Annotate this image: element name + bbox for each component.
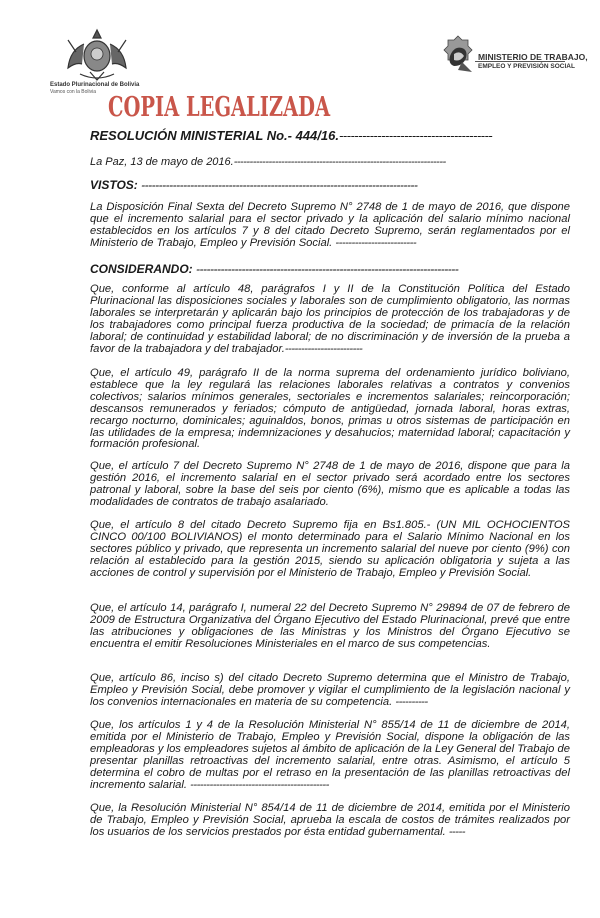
ministry-subname: EMPLEO Y PREVISIÓN SOCIAL — [478, 63, 575, 70]
vistos-heading: VISTOS: ------------------------------------------------------------------------------- — [90, 178, 418, 192]
legalized-copy-stamp: COPIA LEGALIZADA — [108, 92, 331, 123]
considerando-heading: CONSIDERANDO: --------------------------------------------------------------------------- — [90, 262, 459, 276]
paragraph-text: Que, conforme al artículo 48, parágrafos I y II de la Constitución Política del Estado Plurinacional las disposiciones sociales y laborales son de cumplimiento obligatorio, las normas laborales se interpretarán y aplicarán bajo los principios de protección de los trabajadoras y de los trabajadores como principal fuerza productiva de la sociedad; de primacía de la relación laboral; de continuidad y estabilidad laboral; de no discriminación y de inversión de la prueba a favor de la trabajadora y del trabajador. — [90, 283, 570, 355]
paragraph-text: Que, el artículo 7 del Decreto Supremo N° 2748 de 1 de mayo de 2016, dispone que para la gestión 2016, el incremento salarial en el sector privado será acordado entre los sectores patronal y laboral, sobre la base del seis por ciento (6%), mismo que es aplicable a todas las modalidades de contratos de trabajo asalariado. — [90, 460, 570, 508]
paragraph-text: Que, el artículo 8 del citado Decreto Supremo fija en Bs1.805.- (UN MIL OCHOCIENTOS CINCO 00/100 BOLIVIANOS) el monto determinado para el Salario Mínimo Nacional en los sectores público y privado, que representa un incremento salarial del nueve por ciento (9%) con relación al establecido para la gestión 2015, siendo su aplicación obligatoria y sujeta a las acciones de control y supervisión por el Ministerio de Trabajo, Empleo y Previsión Social. — [90, 519, 570, 579]
considerando-paragraph — [90, 520, 570, 580]
state-name: Estado Plurinacional de Bolivia — [50, 82, 140, 88]
considerando-paragraph — [90, 603, 570, 651]
vistos-text: La Disposición Final Sexta del Decreto Supremo N° 2748 de 1 de mayo de 2016, que dispone que el incremento salarial para el sector privado y la aplicación del salario mínimo nacional establecidos en los artículos 7 y 8 del citado Decreto Supremo, serán reglamentados por el Ministerio de Trabajo, Empleo y Previsión Social. — [90, 201, 570, 249]
considerando-heading-text: CONSIDERANDO: — [90, 262, 193, 276]
paragraph-text: Que, el artículo 14, parágrafo I, numeral 22 del Decreto Supremo N° 29894 de 07 de febrero de 2009 de Estructura Organizativa del Órgano Ejecutivo del Estado Plurinacional, prevé que entre las atribuciones y obligaciones de las Ministras y los Ministros del Órgano Ejecutivo se encuentra el emitir Resoluciones Ministeriales en el marco de sus competencias. — [90, 602, 570, 650]
coat-of-arms-icon — [62, 24, 132, 84]
considerando-paragraph — [90, 461, 570, 509]
ministry-logo-icon — [436, 34, 480, 78]
resolution-date-text: La Paz, 13 de mayo de 2016. — [90, 156, 234, 168]
considerando-paragraph: Que, conforme al artículo 48, parágrafos I y II de la Constitución Política del Estado Plurinacional las disposiciones sociales y laborales son de cumplimiento obligatorio, las normas laborales se interpretarán y aplicarán bajo los principios de protección de los trabajadoras y de los trabajadores como principal fuerza productiva de la sociedad; de primacía de la relación laboral; de continuidad y estabilidad laboral; de no discriminación y de inversión de la prueba a favor de la trabajadora y del trabajador.------------------------ — [90, 283, 570, 355]
considerando-paragraph: Que, los artículos 1 y 4 de la Resolución Ministerial N° 855/14 de 11 de diciembre de 2014, emitida por el Ministerio de Trabajo, Empleo y Previsión Social, dispone la obligación de las empleadoras y los empleadores sujetos al ámbito de aplicación de la Ley General del Trabajo de presentar planillas retroactivas del incremento salarial, entre otras. Asimismo, el artículo 5 determina el cobro de multas por el retraso en la presentación de las planillas retroactivas del incremento salarial. ------------------------------------------- — [90, 719, 570, 791]
considerando-paragraph: Que, la Resolución Ministerial N° 854/14 de 11 de diciembre de 2014, emitida por el Ministerio de Trabajo, Empleo y Previsión Social, aprueba la escala de costos de trámites realizados por los usuarios de los servicios prestados por ésta entidad gubernamental. ----- — [90, 802, 570, 838]
paragraph-text: Que, la Resolución Ministerial N° 854/14 de 11 de diciembre de 2014, emitida por el Ministerio de Trabajo, Empleo y Previsión Social, aprueba la escala de costos de trámites realizados por los usuarios de los servicios prestados por ésta entidad gubernamental. — [90, 802, 570, 838]
state-motto: Vamos con la Bolivia — [50, 89, 97, 95]
paragraph-text: Que, los artículos 1 y 4 de la Resolución Ministerial N° 855/14 de 11 de diciembre de 2014, emitida por el Ministerio de Trabajo, Empleo y Previsión Social, dispone la obligación de las empleadoras y los empleadores sujetos al ámbito de aplicación de la Ley General del Trabajo de presentar planillas retroactivas del incremento salarial, entre otras. Asimismo, el artículo 5 determina el cobro de multas por el retraso en la presentación de las planillas retroactivas del incremento salarial. — [90, 719, 570, 791]
considerando-paragraph: Que, artículo 86, inciso s) del citado Decreto Supremo determina que el Ministro de Trabajo, Empleo y Previsión Social, debe promover y vigilar el cumplimiento de la legislación nacional y los convenios internacionales en materia de su competencia. ---------- — [90, 672, 570, 708]
paragraph-text: Que, artículo 86, inciso s) del citado Decreto Supremo determina que el Ministro de Trabajo, Empleo y Previsión Social, debe promover y vigilar el cumplimiento de la legislación nacional y los convenios internacionales en materia de su competencia. — [90, 672, 570, 708]
paragraph-text: Que, el artículo 49, parágrafo II de la norma suprema del ordenamiento jurídico boliviano, establece que la ley regulará las relaciones laborales relativas a contratos y convenios colectivos; salarios mínimos generales, sectoriales e incrementos salariales; reincorporación; descansos remunerados y feriados; cómputo de antigüedad, jornada laboral, horas extras, recargo nocturno, dominicales; aguinaldos, bonos, primas u otros sistemas de participación en las utilidades de la empresa; indemnizaciones y desahucios; maternidad laboral; capacitación y formación profesional. — [90, 367, 570, 451]
ministry-name: MINISTERIO DE TRABAJO, — [478, 52, 588, 62]
resolution-title: RESOLUCIÓN MINISTERIAL No.- 444/16.---------------------------------------- — [90, 128, 493, 143]
vistos-paragraph: La Disposición Final Sexta del Decreto Supremo N° 2748 de 1 de mayo de 2016, que dispone que el incremento salarial para el sector privado y la aplicación del salario mínimo nacional establecidos en los artículos 7 y 8 del citado Decreto Supremo, serán reglamentados por el Ministerio de Trabajo, Empleo y Previsión Social. ------------------------- — [90, 201, 570, 249]
resolution-date: La Paz, 13 de mayo de 2016.------------------------------------------------------------------- — [90, 156, 446, 168]
vistos-heading-text: VISTOS: — [90, 178, 138, 192]
resolution-title-text: RESOLUCIÓN MINISTERIAL No.- 444/16. — [90, 128, 339, 143]
considerando-paragraph — [90, 368, 570, 451]
